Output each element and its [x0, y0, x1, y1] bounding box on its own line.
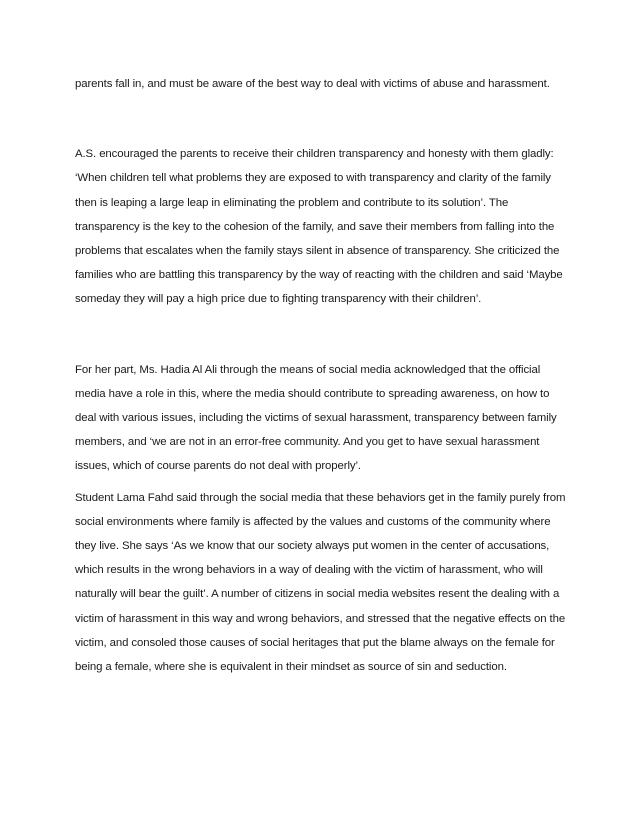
- paragraph-1: parents fall in, and must be aware of the best way to deal with victims of abuse and harassment.: [75, 78, 550, 90]
- paragraph-4: Student Lama Fahd said through the social media that these behaviors get in the family purely from social environments where family is affected by the values and customs of the community where they live. She says ‘As we know that our society always put women in the center of accusations, which results in the wrong behaviors in a way of dealing with the victim of harassment, who will naturally will bear the guilt’. A number of citizens in social media websites resent the dealing with a victim of harassment in this way and wrong behaviors, and stressed that the negative effects on the victim, and consoled those causes of social heritages that put the blame always on the female for being a female, where she is equivalent in their mindset as source of sin and seduction.: [75, 491, 566, 674]
- paragraph-3: For her part, Ms. Hadia Al Ali through the means of social media acknowledged that the official media have a role in this, where the media should contribute to spreading awareness, on how to deal with various issues, including the victims of sexual harassment, transparency between family members, and ‘we are not in an error-free community. And you get to have sexual harassment issues, which of course parents do not deal with properly’.: [75, 363, 557, 473]
- document-body: [75, 72, 570, 679]
- paragraph-2: A.S. encouraged the parents to receive their children transparency and honesty with them gladly: ‘When children tell what problems they are exposed to with transparency and clarity of the family then is leaping a large leap in eliminating the problem and contribute to its solution’. The transparency is the key to the cohesion of the family, and save their members from falling into the problems that escalates when the family stays silent in absence of transparency. She criticized the families who are battling this transparency by the way of reacting with the children and said ‘Maybe someday they will pay a high price due to fighting transparency with their children’.: [75, 148, 563, 306]
